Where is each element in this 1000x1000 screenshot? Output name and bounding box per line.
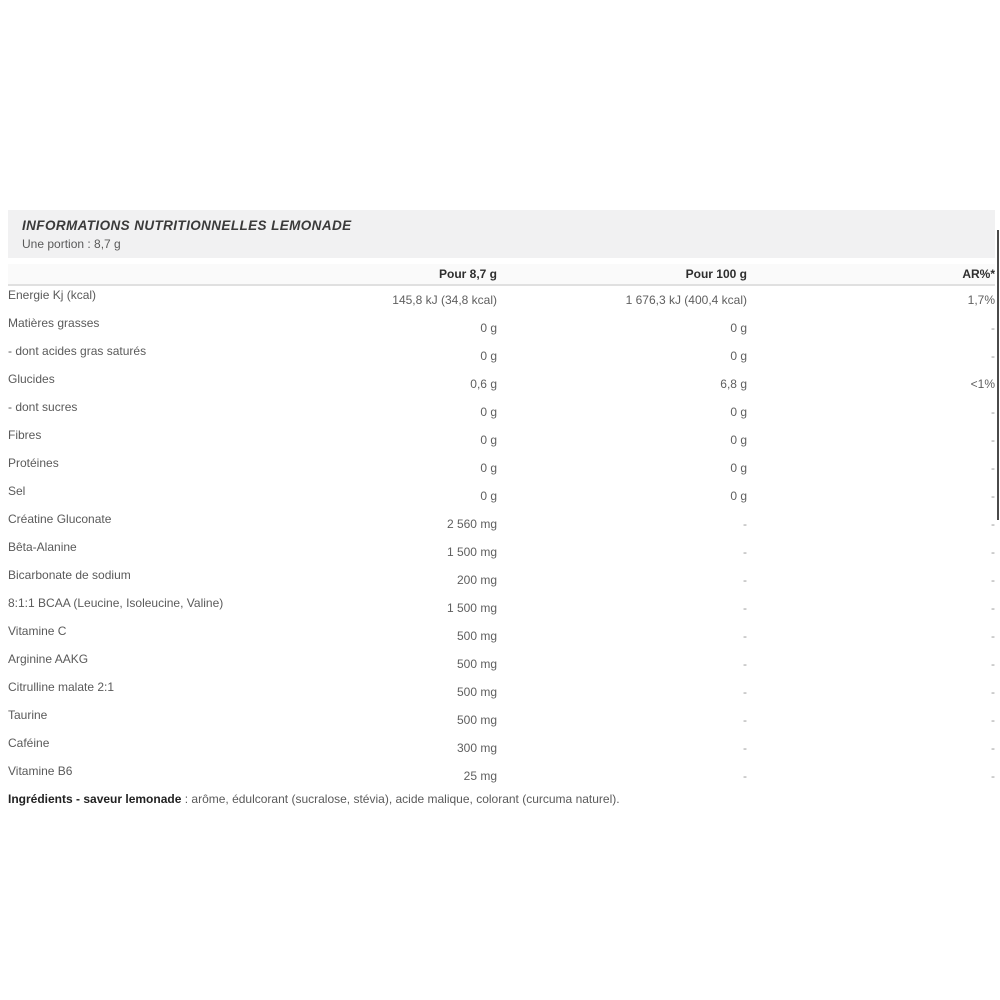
row-label: 8:1:1 BCAA (Leucine, Isoleucine, Valine) [8, 596, 224, 610]
row-label: Sel [8, 484, 26, 498]
table-row [8, 426, 995, 454]
row-label: Créatine Gluconate [8, 512, 112, 526]
nutrition-panel [8, 210, 995, 806]
value-per-100g: 0 g [730, 349, 747, 363]
table-header-row [8, 264, 995, 286]
value-per-100g: 1 676,3 kJ (400,4 kcal) [625, 293, 747, 307]
value-per-portion: 500 mg [456, 713, 497, 727]
value-per-portion: 300 mg [456, 741, 497, 755]
value-ar-percent: - [991, 433, 995, 447]
value-ar-percent: - [991, 461, 995, 475]
table-row [8, 314, 995, 342]
value-per-portion: 2 560 mg [446, 517, 497, 531]
value-ar-percent: - [991, 349, 995, 363]
row-label: Glucides [8, 372, 55, 386]
value-per-100g: 0 g [730, 489, 747, 503]
value-ar-percent: - [991, 321, 995, 335]
table-row [8, 650, 995, 678]
value-per-100g: - [743, 601, 747, 615]
table-row [8, 762, 995, 790]
column-header-per-100g: Pour 100 g [685, 267, 747, 281]
table-row [8, 370, 995, 398]
table-row [8, 454, 995, 482]
table-row [8, 538, 995, 566]
value-per-100g: 6,8 g [720, 377, 747, 391]
value-per-portion: 0 g [480, 461, 497, 475]
value-per-portion: 0 g [480, 321, 497, 335]
ingredients-text: : arôme, édulcorant (sucralose, stévia), acide malique, colorant (curcuma naturel). [181, 792, 620, 806]
value-per-portion: 500 mg [456, 657, 497, 671]
value-ar-percent: - [991, 629, 995, 643]
row-label: - dont sucres [8, 400, 78, 414]
table-row [8, 566, 995, 594]
ingredients-line [8, 792, 995, 806]
value-ar-percent: - [991, 713, 995, 727]
row-label: Caféine [8, 736, 50, 750]
value-per-100g: - [743, 629, 747, 643]
value-per-portion: 0 g [480, 433, 497, 447]
table-row [8, 594, 995, 622]
column-header-ar-percent: AR%* [962, 267, 995, 281]
row-label: Protéines [8, 456, 59, 470]
value-ar-percent: - [991, 657, 995, 671]
value-per-100g: 0 g [730, 461, 747, 475]
table-row [8, 706, 995, 734]
nutrition-header-block [8, 210, 995, 258]
value-ar-percent: - [991, 601, 995, 615]
value-per-portion: 0 g [480, 405, 497, 419]
value-per-100g: - [743, 685, 747, 699]
value-per-portion: 1 500 mg [446, 545, 497, 559]
value-per-portion: 25 mg [463, 769, 497, 783]
ingredients-label: Ingrédients - saveur lemonade [8, 792, 182, 806]
row-label: Vitamine C [8, 624, 67, 638]
row-label: Energie Kj (kcal) [8, 288, 97, 302]
column-header-per-portion: Pour 8,7 g [438, 267, 497, 281]
value-per-portion: 200 mg [456, 573, 497, 587]
value-per-portion: 145,8 kJ (34,8 kcal) [392, 293, 497, 307]
table-row [8, 622, 995, 650]
value-ar-percent: - [991, 769, 995, 783]
value-per-portion: 1 500 mg [446, 601, 497, 615]
value-per-100g: - [743, 517, 747, 531]
value-ar-percent: - [991, 517, 995, 531]
table-row [8, 342, 995, 370]
right-edge-mark [997, 230, 999, 520]
value-per-portion: 500 mg [456, 685, 497, 699]
row-label: Vitamine B6 [8, 764, 73, 778]
row-label: Arginine AAKG [8, 652, 89, 666]
value-per-portion: 500 mg [456, 629, 497, 643]
value-per-100g: - [743, 657, 747, 671]
row-label: Fibres [8, 428, 42, 442]
page-title: INFORMATIONS NUTRITIONNELLES LEMONADE [22, 218, 352, 233]
table-row [8, 510, 995, 538]
table-row [8, 286, 995, 314]
row-label: - dont acides gras saturés [8, 344, 147, 358]
value-per-100g: - [743, 573, 747, 587]
table-body [8, 286, 995, 790]
table-row [8, 734, 995, 762]
table-row [8, 398, 995, 426]
table-row [8, 482, 995, 510]
table-row [8, 678, 995, 706]
value-per-100g: - [743, 741, 747, 755]
column-header-empty [8, 264, 257, 284]
value-per-portion: 0 g [480, 349, 497, 363]
row-label: Matières grasses [8, 316, 100, 330]
value-ar-percent: - [991, 489, 995, 503]
portion-size-text: Une portion : 8,7 g [22, 237, 121, 251]
value-per-100g: 0 g [730, 405, 747, 419]
value-per-100g: - [743, 545, 747, 559]
value-per-portion: 0,6 g [470, 377, 497, 391]
value-ar-percent: 1,7% [967, 293, 995, 307]
row-label: Citrulline malate 2:1 [8, 680, 115, 694]
value-per-100g: - [743, 769, 747, 783]
value-ar-percent: - [991, 741, 995, 755]
value-per-100g: 0 g [730, 321, 747, 335]
row-label: Taurine [8, 708, 48, 722]
row-label: Bêta-Alanine [8, 540, 77, 554]
value-per-100g: 0 g [730, 433, 747, 447]
value-per-portion: 0 g [480, 489, 497, 503]
value-ar-percent: - [991, 685, 995, 699]
row-label: Bicarbonate de sodium [8, 568, 131, 582]
value-ar-percent: <1% [970, 377, 995, 391]
value-ar-percent: - [991, 545, 995, 559]
value-ar-percent: - [991, 405, 995, 419]
value-ar-percent: - [991, 573, 995, 587]
value-per-100g: - [743, 713, 747, 727]
